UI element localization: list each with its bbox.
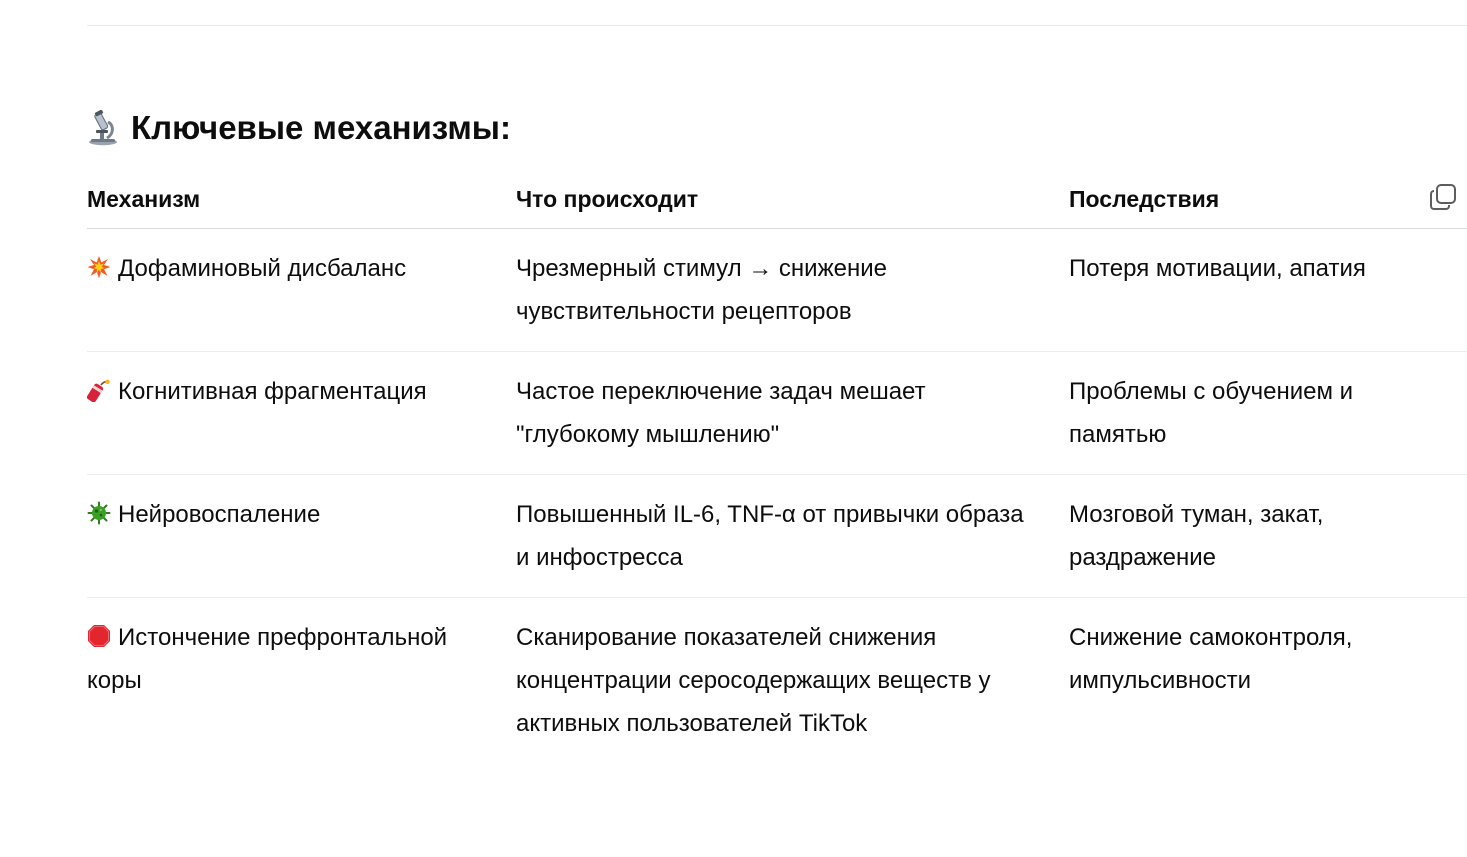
consequences-cell: Мозговой туман, закат, раздражение (1069, 475, 1467, 598)
table-row (87, 352, 1467, 475)
microscope-icon (87, 110, 119, 146)
what-happens-cell: Частое переключение задач мешает "глубокому мышлению" (516, 352, 1069, 475)
microbe-icon (87, 501, 111, 525)
firecracker-icon (87, 378, 111, 402)
mechanism-cell (87, 352, 516, 475)
table-header-row (87, 170, 1467, 229)
mechanisms-table (87, 170, 1467, 763)
consequences-cell: Проблемы с обучением и памятью (1069, 352, 1467, 475)
consequences-cell: Потеря мотивации, апатия (1069, 229, 1467, 352)
mechanism-cell (87, 598, 516, 764)
table-row (87, 475, 1467, 598)
header-mechanism: Механизм (87, 170, 516, 229)
mechanism-cell (87, 475, 516, 598)
section-title: Ключевые механизмы: (131, 109, 511, 146)
stop-sign-icon (87, 624, 111, 648)
header-what-happens: Что происходит (516, 170, 1069, 229)
section-divider (87, 25, 1467, 26)
what-happens-cell: Сканирование показателей снижения концентрации серосодержащих веществ у активных пользователей TikTok (516, 624, 991, 737)
copy-table-button[interactable] (1427, 181, 1459, 213)
mechanism-text: Нейровоспаление (118, 501, 321, 528)
mechanisms-table-container (87, 170, 1467, 763)
header-consequences: Последствия (1069, 170, 1467, 229)
mechanism-cell (87, 229, 516, 352)
mechanism-text: Когнитивная фрагментация (118, 378, 427, 405)
mechanism-text: Дофаминовый дисбаланс (118, 255, 407, 282)
what-happens-cell: Повышенный IL-6, TNF-α от привычки образа и инфостресса (516, 475, 1069, 598)
copy-icon (1428, 182, 1458, 212)
collision-icon (87, 255, 111, 279)
table-row (87, 598, 1467, 764)
what-happens-cell: Чрезмерный стимул → снижение чувствительности рецепторов (516, 229, 1069, 352)
table-row (87, 229, 1467, 352)
mechanism-text: Истончение префронтальной коры (87, 624, 448, 694)
consequences-cell: Снижение самоконтроля, импульсивности (1069, 624, 1353, 694)
section-heading (87, 106, 511, 150)
